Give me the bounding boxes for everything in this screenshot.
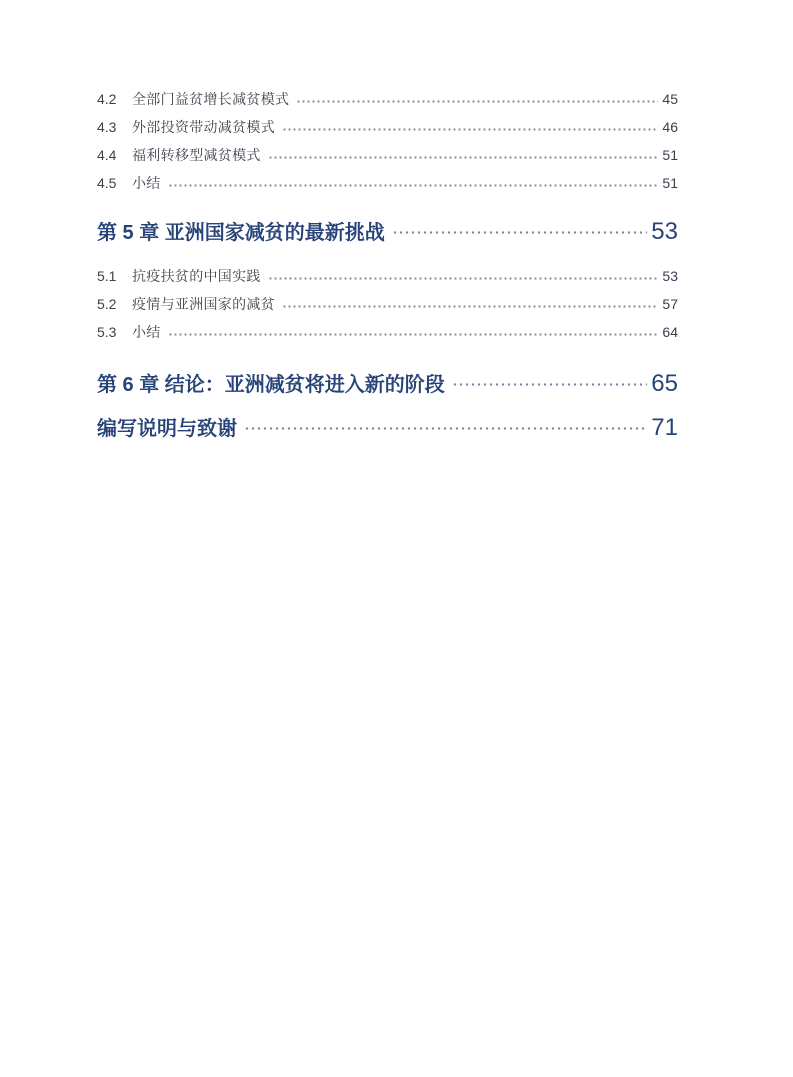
entry-page-number: 57 [662,296,678,312]
entry-page-number: 51 [662,175,678,191]
chapter-page-number: 65 [651,370,678,397]
chapter-page-number: 53 [651,218,678,245]
entry-label: 外部投资带动减贫模式 [132,119,275,135]
dotted-leader [268,156,659,159]
entry-number: 4.5 [97,175,117,191]
toc-entry-4-4[interactable] [97,147,678,163]
chapter-title: 编写说明与致谢 [97,418,237,440]
dotted-leader [268,277,659,280]
chapter-title: 第 6 章 结论：亚洲减贫将进入新的阶段 [97,374,445,396]
dotted-leader [244,427,647,430]
toc-entry-acknowledgements[interactable] [97,414,678,441]
dotted-leader [282,128,658,131]
toc-entry-4-5[interactable] [97,175,678,191]
dotted-leader [392,231,648,234]
dotted-leader [296,100,658,103]
toc-entry-5-2[interactable] [97,296,678,312]
entry-page-number: 51 [662,147,678,163]
toc-entry-4-2[interactable] [97,91,678,107]
entry-number: 5.2 [97,296,117,312]
entry-number: 4.2 [97,91,117,107]
toc-entry-5-1[interactable] [97,268,678,284]
toc-entry-5-3[interactable] [97,324,678,340]
chapter-title: 第 5 章 亚洲国家减贫的最新挑战 [97,222,385,244]
entry-label: 福利转移型减贫模式 [132,147,261,163]
entry-label: 小结 [132,175,161,191]
entry-label: 疫情与亚洲国家的减贫 [132,296,275,312]
dotted-leader [168,184,659,187]
entry-label: 全部门益贫增长减贫模式 [132,91,290,107]
dotted-leader [282,305,658,308]
chapter-page-number: 71 [651,414,678,441]
toc-entry-chapter-6[interactable] [97,370,678,397]
toc-entry-chapter-5[interactable] [97,218,678,245]
entry-number: 4.3 [97,119,117,135]
entry-number: 5.3 [97,324,117,340]
entry-page-number: 45 [662,91,678,107]
entry-number: 4.4 [97,147,117,163]
dotted-leader [452,383,648,386]
toc-entry-4-3[interactable] [97,119,678,135]
entry-page-number: 46 [662,119,678,135]
toc-list [97,0,678,441]
dotted-leader [168,333,659,336]
entry-page-number: 64 [662,324,678,340]
entry-number: 5.1 [97,268,117,284]
entry-page-number: 53 [662,268,678,284]
entry-label: 小结 [132,324,161,340]
entry-label: 抗疫扶贫的中国实践 [132,268,261,284]
